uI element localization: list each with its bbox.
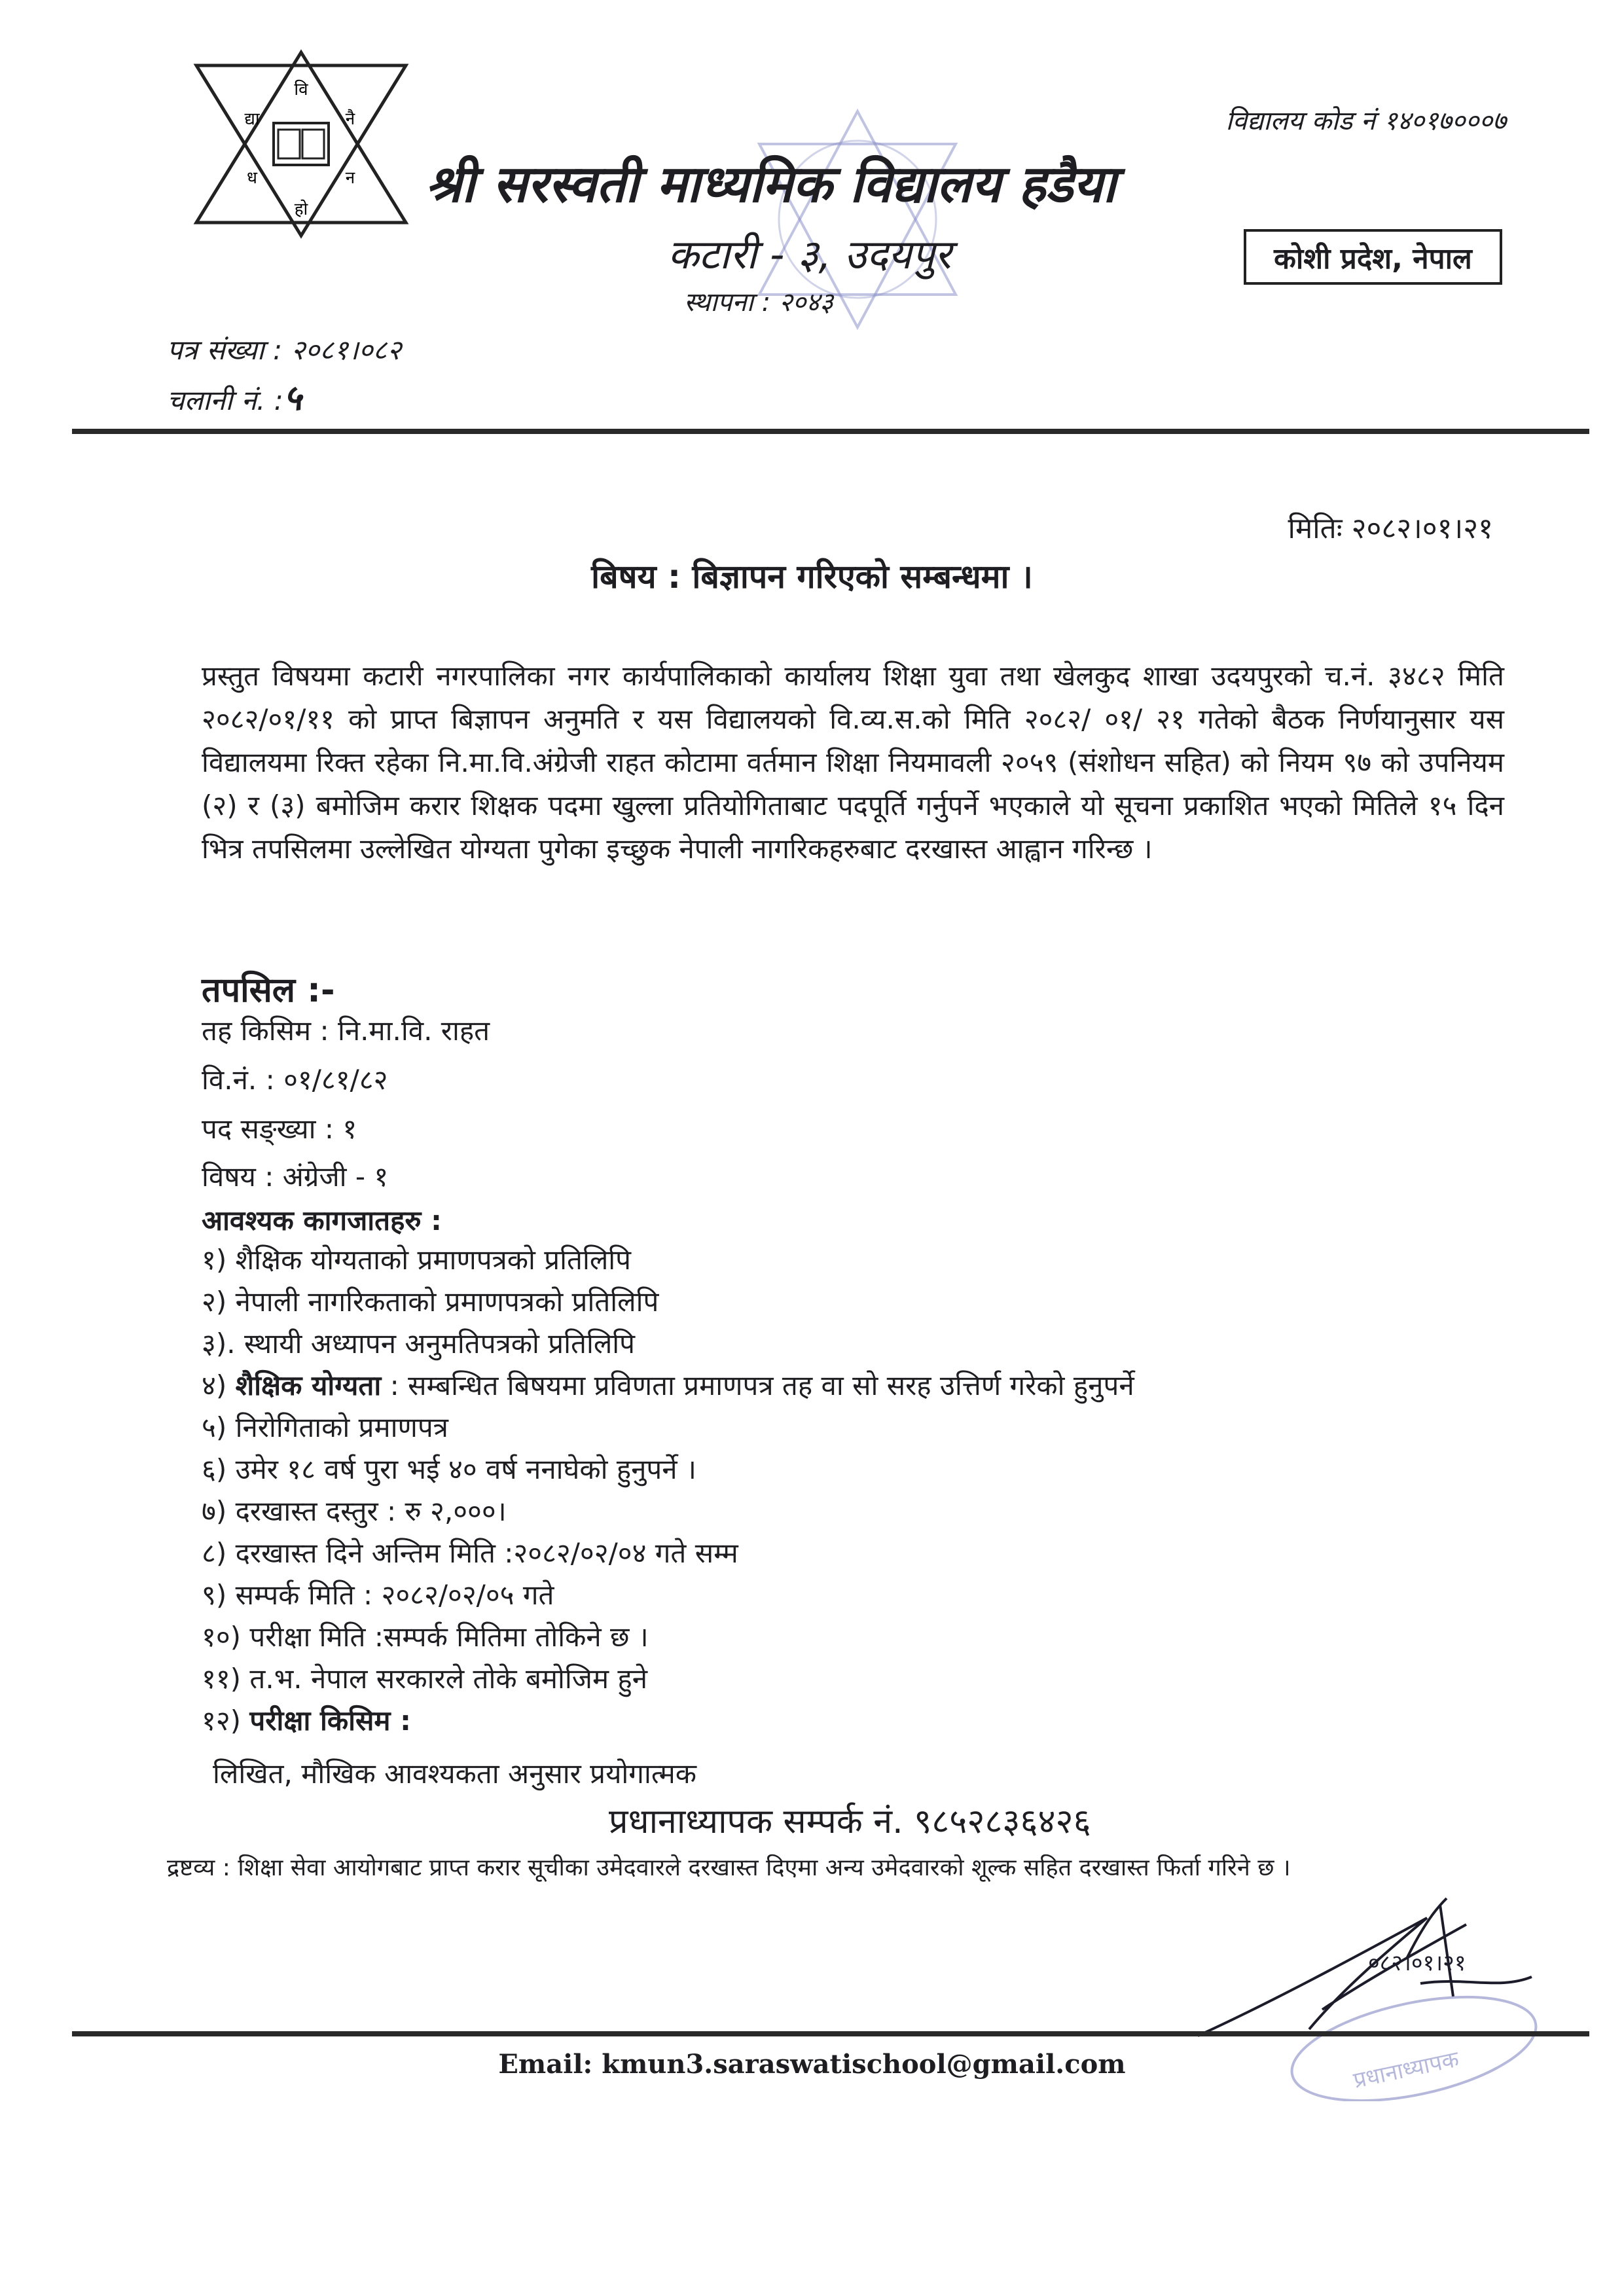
list-item-text: शैक्षिक योग्यताको प्रमाणपत्रको प्रतिलिपि (235, 1244, 632, 1276)
logo-letter: न (345, 168, 355, 188)
list-item-number: ८) (202, 1537, 236, 1569)
list-item-text: उमेर १८ वर्ष पुरा भई ४० वर्ष ननाघेको हुनुपर्ने । (235, 1453, 696, 1485)
letter-subject: बिषय : बिज्ञापन गरिएको सम्बन्धमा । (591, 558, 1033, 596)
list-item-text: निरोगिताको प्रमाणपत्र (235, 1411, 448, 1443)
list-item-text: दरखास्त दस्तुर : रु २,०००। (235, 1495, 507, 1527)
list-item-number: ४) (202, 1369, 236, 1401)
signature-date: ०८२।०१।२१ (1368, 1950, 1466, 1976)
letter-number: पत्र संख्या : २०८१।०८२ (167, 334, 402, 366)
note-paragraph: द्रष्टव्य : शिक्षा सेवा आयोगबाट प्राप्त करार सूचीका उमेदवारले दरखास्त दिएमा अन्य उमेदवारको शूल्क सहित दरखास्त फिर्ता गरिने छ । (167, 1854, 1291, 1881)
subject-line: विषय : अंग्रेजी - १ (202, 1161, 389, 1193)
list-item (202, 1701, 411, 1739)
school-code: विद्यालय कोड नं १४०१७०००७ (1225, 106, 1506, 136)
principal-stamp-text: प्रधानाध्यापक (1351, 2046, 1462, 2094)
list-item (202, 1240, 631, 1278)
logo-letter: नै (345, 109, 355, 129)
header-divider (72, 429, 1589, 434)
post-count-line: पद सङ्ख्या : १ (202, 1113, 357, 1145)
list-item-text: सम्पर्क मिति : २०८२/०२/०५ गते (235, 1579, 554, 1611)
list-item-number: ७) (202, 1495, 236, 1527)
list-item (202, 1534, 738, 1571)
list-item-text: दरखास्त दिने अन्तिम मिति :२०८२/०२/०४ गते सम्म (235, 1537, 738, 1569)
list-item (202, 1659, 647, 1697)
list-item-text: नेपाली नागरिकताको प्रमाणपत्रको प्रतिलिपि (235, 1286, 659, 1318)
list-item (202, 1324, 635, 1362)
list-item (202, 1617, 649, 1655)
list-item-number: ६) (202, 1453, 236, 1485)
list-item-number: ३). (202, 1328, 244, 1360)
list-item-number: १२) (202, 1705, 250, 1737)
list-item-number: १०) (202, 1621, 250, 1653)
list-item (202, 1576, 554, 1613)
established-year: स्थापना : २०४३ (684, 287, 834, 317)
dispatch-label: चलानी नं. : (167, 384, 283, 416)
list-item-number: ११) (202, 1663, 250, 1695)
logo-letter: वि (294, 80, 308, 99)
list-item-text: : सम्बन्धित बिषयमा प्रविणता प्रमाणपत्र तह वा सो सरह उत्तिर्ण गरेको हुनुपर्ने (381, 1369, 1134, 1401)
level-line: तह किसिम : नि.मा.वि. राहत (202, 1015, 490, 1047)
list-item-text: त.भ. नेपाल सरकारले तोके बमोजिम हुने (249, 1663, 648, 1695)
list-item (202, 1282, 659, 1320)
list-item-number: ९) (202, 1579, 236, 1611)
list-item-text: स्थायी अध्यापन अनुमतिपत्रको प्रतिलिपि (244, 1328, 636, 1360)
logo-letter: द्या (244, 109, 260, 129)
province-box: कोशी प्रदेश, नेपाल (1244, 229, 1502, 285)
list-item (202, 1408, 448, 1445)
documents-heading: आवश्यक कागजातहरु : (202, 1204, 442, 1237)
footer-divider (72, 2031, 1589, 2036)
footer-email: Email: kmun3.saraswatischool@gmail.com (498, 2049, 1126, 2080)
dispatch-number (167, 372, 302, 420)
details-heading: तपसिल :- (202, 971, 335, 1010)
school-logo (177, 46, 425, 242)
list-item-number: २) (202, 1286, 236, 1318)
list-item-bold: शैक्षिक योग्यता (235, 1369, 382, 1401)
principal-contact: प्रधानाध्यापक सम्पर्क नं. ९८५२८३६४२६ (609, 1802, 1091, 1841)
list-item (202, 1366, 1134, 1403)
school-name: श्री सरस्वती माध्यमिक विद्यालय हडैया (425, 155, 1116, 214)
list-item-number: १) (202, 1244, 236, 1276)
letter-date: मितिः २०८२।०१।२१ (1288, 512, 1493, 545)
list-item (202, 1450, 696, 1487)
list-item-text: परीक्षा मिति :सम्पर्क मितिमा तोकिने छ । (249, 1621, 649, 1653)
ad-number-line: वि.नं. : ०१/८१/८२ (202, 1064, 388, 1096)
list-item-number: ५) (202, 1411, 236, 1443)
school-address: कटारी - ३, उदयपुर (668, 230, 952, 278)
logo-letter: हो (294, 200, 308, 219)
body-paragraph: प्रस्तुत विषयमा कटारी नगरपालिका नगर कार्यपालिकाको कार्यालय शिक्षा युवा तथा खेलकुद शाखा उदयपुरको च.नं. ३४८२ मिति २०८२/०१/११ को प्राप्त बिज्ञापन अनुमति र यस विद्यालयको वि.व्य.स.को मिति २०८२/ ०१/ २१ गतेको बैठक निर्णयानुसार यस विद्यालयमा रिक्त रहेका नि.मा.वि.अंग्रेजी राहत कोटामा वर्तमान शिक्षा नियमावली २०५९ (संशोधन सहित) को नियम ९७ को उपनियम (२) र (३) बमोजिम करार शिक्षक पदमा खुल्ला प्रतियोगिताबाट पदपूर्ति गर्नुपर्ने भएकाले यो सूचना प्रकाशित भएको मितिले १५ दिन भित्र तपसिलमा उल्लेखित योग्यता पुगेका इच्छुक नेपाली नागरिकहरुबाट दरखास्त आह्वान गरिन्छ । (202, 660, 1504, 865)
logo-letter: ध (247, 168, 257, 188)
dispatch-value: ५ (283, 377, 302, 418)
list-item (202, 1492, 507, 1529)
list-item-bold: परीक्षा किसिम : (249, 1705, 411, 1737)
exam-type-line: लिखित, मौखिक आवश्यकता अनुसार प्रयोगात्मक (213, 1758, 697, 1790)
